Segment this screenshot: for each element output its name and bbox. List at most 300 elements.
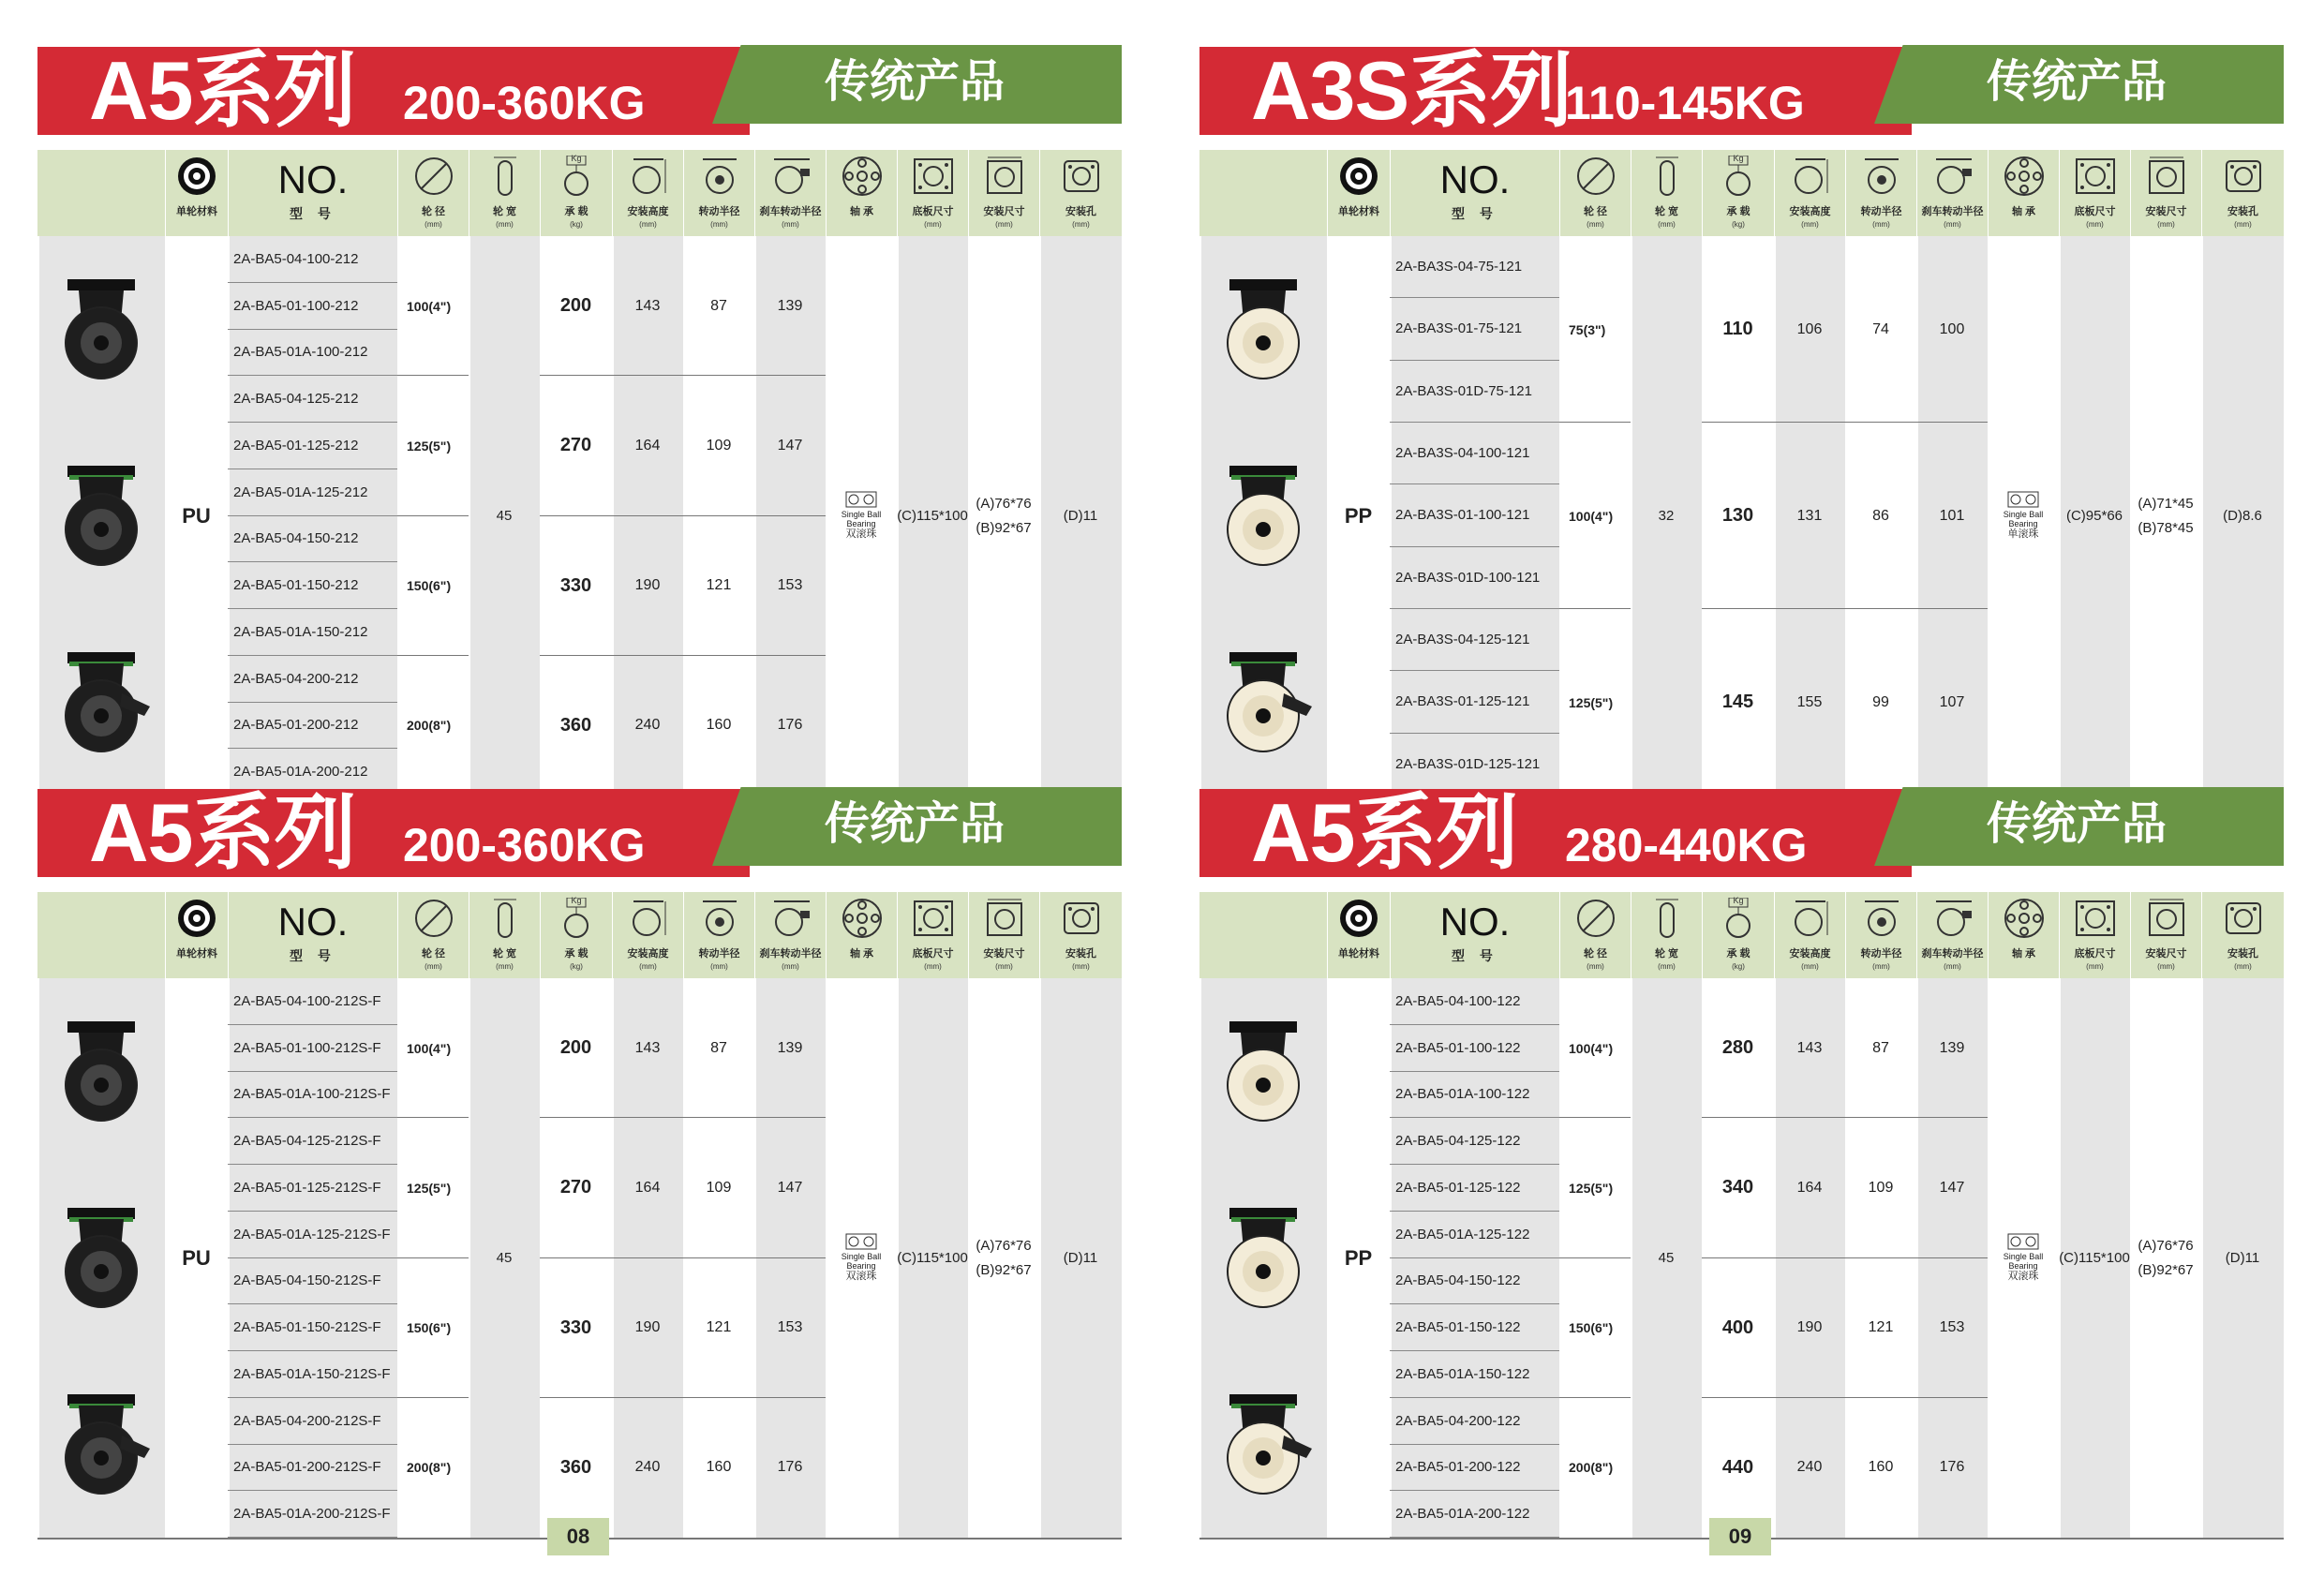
model-row: 2A-BA5-01A-125-212S-F xyxy=(228,1212,397,1258)
header-unit: (kg) xyxy=(1732,220,1745,229)
caster-image xyxy=(1209,1204,1318,1317)
wheel-material: PU xyxy=(182,503,211,528)
header-diameter xyxy=(1559,150,1631,236)
width-icon xyxy=(1646,898,1688,939)
load-capacity: 330 xyxy=(559,574,592,596)
model-row: 2A-BA5-01A-100-122 xyxy=(1390,1072,1559,1119)
mount-hole-icon xyxy=(1061,898,1102,939)
material-cell xyxy=(165,236,228,796)
load-capacity: 200 xyxy=(559,1037,592,1059)
header-material xyxy=(165,892,228,978)
header-label: 单轮材料 xyxy=(1338,206,1379,217)
header-diameter xyxy=(1559,892,1631,978)
mount-height: 240 xyxy=(634,1459,661,1476)
brake-radius-icon xyxy=(770,898,812,939)
table-body xyxy=(37,978,1122,1538)
page-number-right: 09 xyxy=(1709,1518,1771,1555)
height-icon xyxy=(628,156,669,197)
header-label: 底板尺寸 xyxy=(2074,948,2116,960)
load-capacity: 360 xyxy=(559,1456,592,1478)
header-unit: (mm) xyxy=(1801,220,1819,229)
header-label: 底板尺寸 xyxy=(2074,206,2116,217)
header-swivel xyxy=(683,892,754,978)
bearing-en-2: Bearing xyxy=(846,519,876,528)
model-row: 2A-BA3S-04-75-121 xyxy=(1390,236,1559,298)
brake-radius: 176 xyxy=(777,1459,803,1476)
mount-height: 190 xyxy=(1796,1319,1823,1336)
group-divider xyxy=(397,1117,469,1118)
mount-height: 190 xyxy=(634,1319,661,1336)
header-unit: (mm) xyxy=(639,220,657,229)
header-unit: (mm) xyxy=(496,962,514,971)
spec-table xyxy=(1199,150,2284,797)
header-unit: (mm) xyxy=(710,220,728,229)
header-label: 安装高度 xyxy=(1789,948,1831,960)
swivel-radius: 99 xyxy=(1872,693,1889,710)
load-range: 200-360KG xyxy=(403,819,646,871)
kg-icon-label: Kg xyxy=(1733,896,1744,905)
header-unit: (mm) xyxy=(924,220,942,229)
mount-height: 240 xyxy=(1796,1459,1823,1476)
header-label: 轴 承 xyxy=(849,948,874,960)
swivel-radius: 87 xyxy=(1872,1039,1889,1056)
header-unit: (mm) xyxy=(710,962,728,971)
plate-size: (C)95*66 xyxy=(2065,507,2123,524)
caster-image xyxy=(47,275,156,389)
header-unit: (mm) xyxy=(1872,962,1890,971)
plate-cell xyxy=(897,236,968,796)
wheel-width: 45 xyxy=(496,507,513,524)
mount-height: 143 xyxy=(634,1039,661,1056)
spec-table xyxy=(37,892,1122,1540)
model-row: 2A-BA3S-01-100-121 xyxy=(1390,484,1559,546)
swivel-radius-icon xyxy=(699,898,740,939)
model-row: 2A-BA5-04-100-122 xyxy=(1390,978,1559,1025)
header-mount xyxy=(2130,150,2201,236)
header-bearing xyxy=(826,150,897,236)
header-unit: (mm) xyxy=(1944,220,1961,229)
bearing-cn: 双滚珠 xyxy=(2007,1271,2039,1282)
swivel-radius: 87 xyxy=(710,1039,727,1056)
kg-icon-label: Kg xyxy=(571,896,582,905)
model-row: 2A-BA5-01A-150-122 xyxy=(1390,1351,1559,1398)
model-row: 2A-BA5-01A-125-212 xyxy=(228,469,397,516)
header-no: NO. xyxy=(1439,157,1511,201)
header-no: NO. xyxy=(277,900,349,944)
wheel-diameter: 100(4") xyxy=(407,1040,452,1056)
header-label: 安装孔 xyxy=(2227,206,2258,217)
header-brake xyxy=(1916,892,1988,978)
material-cell xyxy=(165,978,228,1538)
header-label: 轮 宽 xyxy=(492,948,517,960)
series-banner xyxy=(37,45,1122,135)
plate-size: (C)115*100 xyxy=(897,507,968,524)
load-capacity: 110 xyxy=(1722,319,1753,339)
caster-image xyxy=(47,1204,156,1317)
group-divider xyxy=(1702,1397,1988,1398)
header-label: 轴 承 xyxy=(2011,948,2036,960)
series-title: A5系列 xyxy=(89,786,356,879)
header-label: 安装孔 xyxy=(1065,948,1096,960)
header-hole xyxy=(1039,150,1122,236)
width-icon xyxy=(1646,156,1688,197)
bearing-cn: 双滚珠 xyxy=(845,528,877,540)
header-height xyxy=(612,892,683,978)
mount-height: 143 xyxy=(1796,1039,1823,1056)
group-divider xyxy=(540,1397,826,1398)
model-row: 2A-BA5-01-150-212S-F xyxy=(228,1304,397,1351)
material-cell xyxy=(1327,236,1390,796)
header-model xyxy=(1390,892,1559,978)
bearing-icon xyxy=(2004,156,2045,197)
header-bearing xyxy=(826,892,897,978)
header-unit: (mm) xyxy=(2086,220,2104,229)
mount-hole: (D)8.6 xyxy=(2223,507,2262,524)
header-width xyxy=(1631,892,1702,978)
bearing-icon xyxy=(842,156,883,197)
bearing-icon xyxy=(842,898,883,939)
group-divider xyxy=(397,1397,469,1398)
header-unit: (mm) xyxy=(639,962,657,971)
header-unit: (mm) xyxy=(1658,962,1676,971)
wheel-width: 45 xyxy=(496,1249,513,1266)
swivel-radius: 109 xyxy=(706,1179,732,1196)
table-header xyxy=(1199,892,2284,978)
mount-height: 131 xyxy=(1796,507,1823,524)
header-label: 转动半径 xyxy=(1860,206,1902,217)
mount-size-b: (B)78*45 xyxy=(2138,519,2194,536)
model-row: 2A-BA5-01-100-212S-F xyxy=(228,1025,397,1072)
material-icon xyxy=(176,898,217,939)
series-block xyxy=(37,787,1122,1540)
width-icon xyxy=(484,156,526,197)
wheel-material: PU xyxy=(182,1245,211,1270)
wheel-diameter: 100(4") xyxy=(1569,1040,1614,1056)
plate-size-icon xyxy=(2075,156,2116,197)
header-label: 安装尺寸 xyxy=(2145,206,2187,217)
header-label: 单轮材料 xyxy=(176,206,217,217)
header-width xyxy=(1631,150,1702,236)
model-row: 2A-BA5-04-100-212 xyxy=(228,236,397,283)
swivel-radius: 74 xyxy=(1872,320,1889,337)
table-header xyxy=(37,892,1122,978)
traditional-product-tag: 传统产品 xyxy=(1987,799,2168,849)
header-model-label: 型 号 xyxy=(1452,206,1498,221)
bearing-en-1: Single Ball xyxy=(2003,510,2044,519)
hole-cell xyxy=(1039,978,1122,1538)
load-range: 200-360KG xyxy=(403,77,646,129)
bearing-cell xyxy=(826,978,897,1538)
header-label: 安装尺寸 xyxy=(983,948,1025,960)
model-row: 2A-BA3S-04-100-121 xyxy=(1390,423,1559,484)
header-material xyxy=(165,150,228,236)
header-mount xyxy=(2130,892,2201,978)
series-title: A5系列 xyxy=(89,44,356,137)
model-row: 2A-BA5-01A-200-212S-F xyxy=(228,1491,397,1538)
mount-size-icon xyxy=(2146,898,2187,939)
header-label: 轮 宽 xyxy=(1654,948,1679,960)
bearing-en-1: Single Ball xyxy=(841,1252,882,1261)
wheel-width: 45 xyxy=(1658,1249,1675,1266)
ball-bearing-icon xyxy=(845,1233,877,1250)
model-row: 2A-BA5-04-125-122 xyxy=(1390,1118,1559,1165)
header-label: 安装高度 xyxy=(627,948,669,960)
caster-image xyxy=(47,648,156,762)
diameter-icon xyxy=(413,898,454,939)
swivel-radius-icon xyxy=(1861,898,1902,939)
ball-bearing-icon xyxy=(845,491,877,508)
header-unit: (mm) xyxy=(995,220,1013,229)
header-mount xyxy=(968,150,1039,236)
group-divider xyxy=(1702,1257,1988,1258)
header-load xyxy=(540,150,612,236)
header-label: 承 载 xyxy=(564,948,588,960)
header-width xyxy=(469,892,540,978)
load-capacity: 270 xyxy=(559,1177,592,1198)
header-label: 安装孔 xyxy=(2227,948,2258,960)
wheel-diameter: 150(6") xyxy=(407,578,452,594)
mount-cell xyxy=(2130,236,2201,796)
bearing-en-1: Single Ball xyxy=(841,510,882,519)
header-height xyxy=(1774,150,1845,236)
page-number-left: 08 xyxy=(547,1518,609,1555)
header-unit: (mm) xyxy=(2086,962,2104,971)
header-label: 承 载 xyxy=(1726,206,1750,217)
brake-radius: 153 xyxy=(1939,1319,1965,1336)
bearing-en-2: Bearing xyxy=(2008,519,2038,528)
header-label: 轮 径 xyxy=(1583,206,1608,217)
header-mount xyxy=(968,892,1039,978)
header-unit: (mm) xyxy=(1944,962,1961,971)
header-diameter xyxy=(397,150,469,236)
width-icon xyxy=(484,898,526,939)
header-unit: (mm) xyxy=(496,220,514,229)
header-label: 单轮材料 xyxy=(176,948,217,960)
caster-image xyxy=(1209,462,1318,575)
model-row: 2A-BA5-01A-200-122 xyxy=(1390,1491,1559,1538)
group-divider xyxy=(1559,1117,1631,1118)
material-icon xyxy=(176,156,217,197)
model-row: 2A-BA5-04-125-212 xyxy=(228,376,397,423)
table-body xyxy=(37,236,1122,796)
mount-size-icon xyxy=(984,898,1025,939)
traditional-product-tag: 传统产品 xyxy=(825,799,1006,849)
mount-hole-icon xyxy=(1061,156,1102,197)
header-model xyxy=(1390,150,1559,236)
header-unit: (kg) xyxy=(570,962,583,971)
header-label: 转动半径 xyxy=(698,948,740,960)
series-banner xyxy=(37,787,1122,877)
brake-radius: 176 xyxy=(1939,1459,1965,1476)
model-row: 2A-BA5-04-150-122 xyxy=(1390,1258,1559,1305)
header-model xyxy=(228,150,397,236)
header-swivel xyxy=(1845,150,1916,236)
mount-hole: (D)11 xyxy=(1063,507,1098,524)
brake-radius: 100 xyxy=(1939,320,1965,337)
table-header xyxy=(37,150,1122,236)
model-row: 2A-BA3S-01D-125-121 xyxy=(1390,734,1559,796)
header-label: 刹车转动半径 xyxy=(1921,206,1984,217)
model-row: 2A-BA5-04-100-212S-F xyxy=(228,978,397,1025)
brake-radius: 139 xyxy=(777,1039,803,1056)
model-row: 2A-BA5-04-200-122 xyxy=(1390,1398,1559,1445)
brake-radius-icon xyxy=(1932,898,1974,939)
wheel-diameter: 125(5") xyxy=(1569,694,1614,710)
width-cell xyxy=(1631,236,1702,796)
series-title: A5系列 xyxy=(1251,786,1518,879)
caster-image xyxy=(1209,1391,1318,1504)
header-bearing xyxy=(1988,892,2059,978)
diameter-icon xyxy=(1575,898,1616,939)
bearing-en-1: Single Ball xyxy=(2003,1252,2044,1261)
model-row: 2A-BA3S-01D-100-121 xyxy=(1390,547,1559,609)
header-bearing xyxy=(1988,150,2059,236)
header-label: 安装高度 xyxy=(1789,206,1831,217)
ball-bearing-icon xyxy=(2007,1233,2039,1250)
group-divider xyxy=(1559,608,1631,609)
mount-hole-icon xyxy=(2223,156,2264,197)
header-unit: (mm) xyxy=(782,220,799,229)
model-row: 2A-BA3S-01D-75-121 xyxy=(1390,361,1559,423)
bearing-cell xyxy=(1988,978,2059,1538)
plate-size-icon xyxy=(2075,898,2116,939)
load-capacity: 340 xyxy=(1721,1177,1754,1198)
brake-radius: 153 xyxy=(777,1319,803,1336)
header-unit: (mm) xyxy=(2157,220,2175,229)
group-divider xyxy=(397,375,469,376)
header-load xyxy=(1702,892,1774,978)
group-divider xyxy=(1559,1397,1631,1398)
table-header xyxy=(1199,150,2284,236)
brake-radius: 147 xyxy=(777,1179,803,1196)
series-banner xyxy=(1199,787,2284,877)
model-row: 2A-BA5-01-125-212S-F xyxy=(228,1165,397,1212)
header-unit: (kg) xyxy=(1732,962,1745,971)
kg-icon-label: Kg xyxy=(1733,154,1744,163)
model-row: 2A-BA5-04-150-212S-F xyxy=(228,1258,397,1305)
header-label: 单轮材料 xyxy=(1338,948,1379,960)
load-capacity: 280 xyxy=(1721,1037,1754,1059)
height-icon xyxy=(1790,156,1831,197)
header-hole xyxy=(1039,892,1122,978)
brake-radius-icon xyxy=(770,156,812,197)
swivel-radius: 86 xyxy=(1872,507,1889,524)
plate-size-icon xyxy=(913,898,954,939)
mount-size-a: (A)71*45 xyxy=(2138,495,2194,512)
series-title: A3S系列 xyxy=(1251,44,1572,137)
plate-size-icon xyxy=(913,156,954,197)
header-label: 安装孔 xyxy=(1065,206,1096,217)
model-row: 2A-BA5-01A-150-212S-F xyxy=(228,1351,397,1398)
group-divider xyxy=(397,515,469,516)
caster-image xyxy=(47,1018,156,1131)
bearing-cell xyxy=(826,236,897,796)
plate-cell xyxy=(2059,978,2130,1538)
header-swivel xyxy=(683,150,754,236)
header-label: 转动半径 xyxy=(1860,948,1902,960)
mount-height: 164 xyxy=(1796,1179,1823,1196)
material-icon xyxy=(1338,898,1379,939)
caster-image xyxy=(47,1391,156,1504)
brake-radius: 153 xyxy=(777,577,803,594)
plate-size: (C)115*100 xyxy=(897,1249,968,1266)
wheel-material: PP xyxy=(1344,1245,1373,1270)
swivel-radius: 160 xyxy=(706,1459,732,1476)
wheel-diameter: 200(8") xyxy=(407,1460,452,1476)
header-brake xyxy=(754,150,826,236)
bearing-icon xyxy=(2004,898,2045,939)
caster-image xyxy=(1209,275,1318,389)
traditional-product-tag: 传统产品 xyxy=(825,57,1006,107)
header-label: 安装高度 xyxy=(627,206,669,217)
header-brake xyxy=(1916,150,1988,236)
model-row: 2A-BA5-01-125-212 xyxy=(228,423,397,469)
load-capacity: 145 xyxy=(1721,692,1754,712)
width-cell xyxy=(469,236,540,796)
swivel-radius: 87 xyxy=(710,297,727,314)
load-capacity: 330 xyxy=(559,1317,592,1338)
group-divider xyxy=(1559,1257,1631,1258)
swivel-radius: 160 xyxy=(706,717,732,734)
mount-size-b: (B)92*67 xyxy=(2138,1261,2194,1278)
header-unit: (mm) xyxy=(1072,962,1090,971)
brake-radius: 176 xyxy=(777,717,803,734)
header-plate xyxy=(2059,150,2130,236)
wheel-diameter: 100(4") xyxy=(407,298,452,314)
header-unit: (mm) xyxy=(425,220,442,229)
hole-cell xyxy=(2201,978,2284,1538)
wheel-diameter: 125(5") xyxy=(1569,1180,1614,1196)
load-capacity: 200 xyxy=(559,295,592,317)
mount-size-icon xyxy=(984,156,1025,197)
mount-cell xyxy=(2130,978,2201,1538)
header-label: 轮 径 xyxy=(421,206,446,217)
model-row: 2A-BA5-04-200-212S-F xyxy=(228,1398,397,1445)
header-load xyxy=(540,892,612,978)
bearing-en-2: Bearing xyxy=(846,1261,876,1271)
header-label: 轮 径 xyxy=(1583,948,1608,960)
plate-cell xyxy=(897,978,968,1538)
plate-cell xyxy=(2059,236,2130,796)
mount-height: 143 xyxy=(634,297,661,314)
header-no: NO. xyxy=(1439,900,1511,944)
header-unit: (mm) xyxy=(1658,220,1676,229)
model-row: 2A-BA5-01A-125-122 xyxy=(1390,1212,1559,1258)
header-label: 刹车转动半径 xyxy=(1921,948,1984,960)
model-row: 2A-BA3S-01-75-121 xyxy=(1390,298,1559,360)
mount-size-b: (B)92*67 xyxy=(976,519,1032,536)
height-icon xyxy=(1790,898,1831,939)
model-row: 2A-BA5-01-200-122 xyxy=(1390,1445,1559,1492)
header-hole xyxy=(2201,892,2284,978)
header-material xyxy=(1327,892,1390,978)
series-block xyxy=(1199,787,2284,1540)
group-divider xyxy=(397,655,469,656)
load-capacity: 400 xyxy=(1721,1317,1754,1338)
wheel-diameter: 200(8") xyxy=(1569,1460,1614,1476)
mount-size-a: (A)76*76 xyxy=(2138,1237,2194,1254)
model-row: 2A-BA5-04-125-212S-F xyxy=(228,1118,397,1165)
swivel-radius: 160 xyxy=(1868,1459,1894,1476)
model-row: 2A-BA5-01-150-122 xyxy=(1390,1304,1559,1351)
header-height xyxy=(1774,892,1845,978)
header-label: 轴 承 xyxy=(849,206,874,217)
brake-radius: 107 xyxy=(1939,693,1965,710)
header-plate xyxy=(897,892,968,978)
brake-radius: 139 xyxy=(1939,1039,1965,1056)
header-model-label: 型 号 xyxy=(290,948,336,963)
header-unit: (mm) xyxy=(1801,962,1819,971)
